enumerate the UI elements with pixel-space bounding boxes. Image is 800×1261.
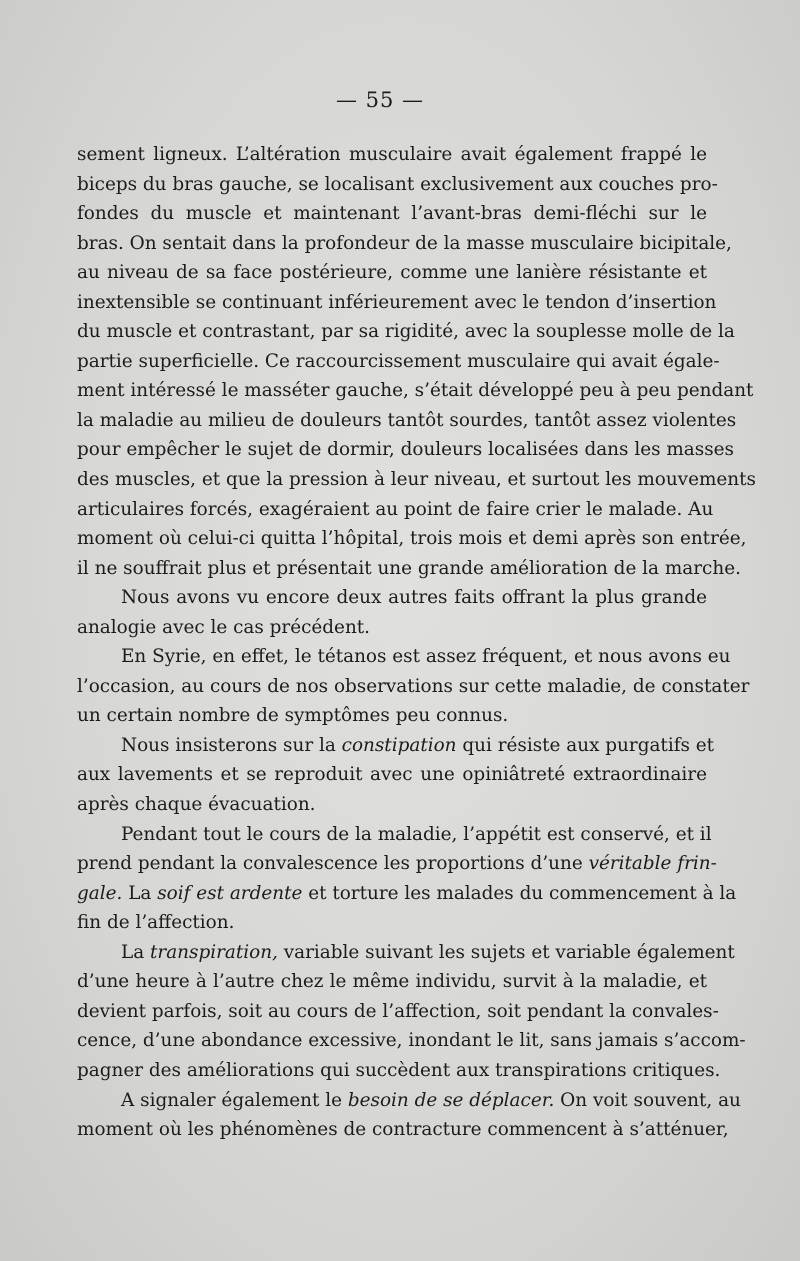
text-line	[77, 731, 715, 761]
italic-run: soif est ardente	[157, 882, 303, 904]
paragraph-p2	[77, 583, 707, 642]
text-line	[77, 583, 707, 613]
text-run: et torture les malades du commencement à la	[302, 882, 737, 904]
text-line	[77, 938, 735, 968]
text-run: A signaler également le	[121, 1089, 348, 1111]
text-line	[77, 554, 741, 584]
text-run: fin de l’affection.	[77, 912, 235, 934]
text-run: fondes du muscle et maintenant l’avant-bras demi-fléchi sur le	[77, 203, 707, 225]
italic-run: besoin de se déplacer.	[347, 1089, 555, 1111]
text-run: biceps du bras gauche, se localisant exclusivement aux couches pro-	[77, 173, 718, 195]
text-run: des muscles, et que la pression à leur niveau, et surtout les mouvements	[77, 469, 756, 491]
text-line	[77, 1115, 729, 1145]
text-line	[77, 760, 707, 790]
text-line	[77, 140, 707, 170]
text-line	[77, 288, 717, 318]
text-run: cence, d’une abondance excessive, inondant le lit, sans jamais s’accom-	[77, 1030, 746, 1052]
text-run: sement ligneux. L’altération musculaire avait également frappé le	[77, 144, 707, 165]
text-run: La	[121, 941, 151, 963]
paragraph-p3	[77, 642, 750, 731]
text-run: En Syrie, en effet, le tétanos est assez fréquent, et nous avons eu	[121, 646, 731, 668]
text-line	[77, 1056, 721, 1086]
page-number: — 55 —	[335, 88, 425, 112]
text-run: La	[122, 882, 158, 904]
text-line	[77, 347, 720, 377]
text-run: Pendant tout le cours de la maladie, l’appétit est conservé, et il	[121, 823, 712, 845]
italic-run: transpiration,	[150, 941, 278, 963]
text-run: pagner des améliorations qui succèdent aux transpirations critiques.	[77, 1059, 721, 1081]
text-run: qui résiste aux purgatifs et	[456, 734, 715, 756]
text-run: pour empêcher le sujet de dormir, douleurs localisées dans les masses	[77, 439, 734, 461]
text-line	[77, 790, 707, 820]
text-run: variable suivant les sujets et variable également	[277, 941, 735, 963]
text-run: après chaque évacuation.	[77, 794, 316, 816]
text-run: inextensible se continuant inférieurement avec le tendon d’insertion	[77, 291, 717, 313]
text-run: ment intéressé le masséter gauche, s’était développé peu à peu pendant	[77, 380, 754, 402]
text-line	[77, 701, 707, 731]
text-line	[77, 613, 707, 643]
text-run: partie superficielle. Ce raccourcissement musculaire qui avait égale-	[77, 350, 720, 372]
text-run: la maladie au milieu de douleurs tantôt sourdes, tantôt assez violentes	[77, 409, 737, 431]
text-run: analogie avec le cas précédent.	[77, 616, 371, 638]
text-line	[77, 1026, 746, 1056]
italic-run: gale.	[77, 882, 123, 904]
paragraph-p5	[77, 820, 737, 938]
paragraph-p6	[77, 938, 746, 1086]
text-line	[77, 997, 719, 1027]
text-line	[77, 465, 756, 495]
paragraph-p4	[77, 731, 715, 820]
text-run: moment où celui-ci quitta l’hôpital, trois mois et demi après son entrée,	[77, 528, 747, 550]
text-run: articulaires forcés, exagéraient au point de faire crier le malade. Au	[77, 498, 714, 520]
text-line	[77, 967, 707, 997]
italic-run: constipation	[341, 734, 457, 756]
text-line	[77, 879, 737, 909]
text-line	[77, 1086, 741, 1116]
text-line	[77, 908, 707, 938]
text-run: bras. On sentait dans la profondeur de la masse musculaire bicipitale,	[77, 232, 732, 254]
text-line	[77, 642, 731, 672]
text-run: au niveau de sa face postérieure, comme une lanière résistante et	[77, 262, 707, 284]
paragraph-p7	[77, 1086, 741, 1145]
text-line	[77, 317, 735, 347]
text-run: aux lavements et se reproduit avec une opiniâtreté extraordinaire	[77, 764, 707, 786]
text-line	[77, 376, 754, 406]
text-line	[77, 170, 718, 200]
body-text	[77, 140, 756, 1145]
text-line	[77, 495, 714, 525]
text-line	[77, 199, 707, 229]
text-run: d’une heure à l’autre chez le même individu, survit à la maladie, et	[77, 971, 707, 993]
text-line	[77, 849, 717, 879]
text-run: du muscle et contrastant, par sa rigidité, avec la souplesse molle de la	[77, 321, 735, 343]
text-line	[77, 524, 747, 554]
paragraph-p1	[77, 140, 756, 583]
text-run: l’occasion, au cours de nos observations sur cette maladie, de constater	[77, 675, 750, 697]
text-run: il ne souffrait plus et présentait une grande amélioration de la marche.	[77, 557, 741, 579]
text-run: devient parfois, soit au cours de l’affection, soit pendant la convales-	[77, 1000, 719, 1022]
text-run: Nous insisterons sur la	[121, 734, 342, 756]
text-line	[77, 258, 707, 288]
text-run: On voit souvent, au	[554, 1089, 741, 1111]
italic-run: véritable frin-	[588, 853, 717, 875]
text-line	[77, 406, 737, 436]
text-line	[77, 435, 734, 465]
text-run: prend pendant la convalescence les proportions d’une	[77, 853, 589, 875]
text-line	[77, 672, 750, 702]
text-line	[77, 820, 712, 850]
text-run: Nous avons vu encore deux autres faits offrant la plus grande	[121, 587, 707, 609]
text-run: moment où les phénomènes de contracture commencent à s’atténuer,	[77, 1119, 729, 1141]
text-line	[77, 229, 732, 259]
text-run: un certain nombre de symptômes peu connus.	[77, 705, 509, 727]
